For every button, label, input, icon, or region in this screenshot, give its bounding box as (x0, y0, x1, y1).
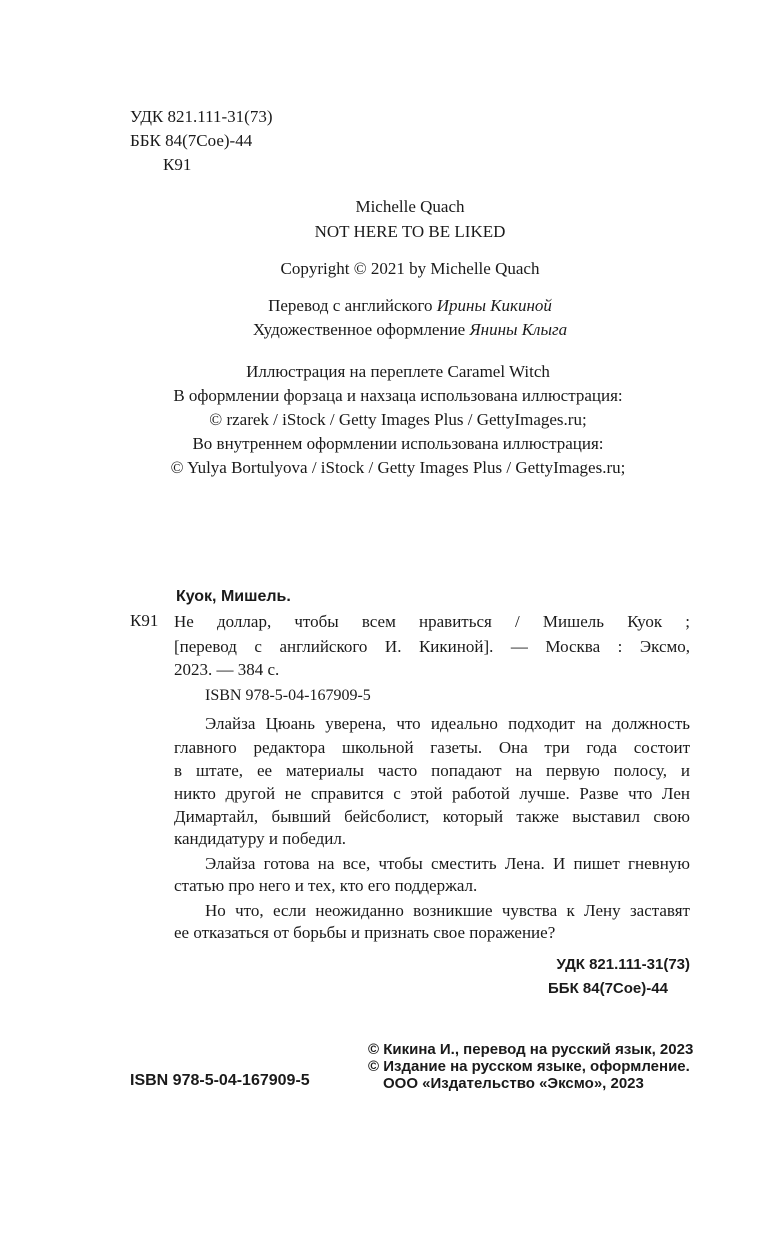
design-prefix: Художественное оформление (252, 320, 466, 339)
author-mark: К91 (163, 155, 192, 174)
footer-copyright-line: © Издание на русском языке, оформление. (368, 1058, 690, 1075)
original-copyright: Copyright © 2021 by Michelle Quach (280, 259, 540, 278)
original-title: NOT HERE TO BE LIKED (314, 222, 506, 241)
annotation-line: Но что, если неожиданно возникшие чувства к Лену заставят (205, 901, 690, 920)
udk-code: УДК 821.111-31(73) (130, 107, 273, 126)
annotation-line: Элайза готова на все, чтобы сместить Лена. И пишет гневную (205, 854, 690, 873)
design-credit (26, 320, 768, 340)
illustration-line: Иллюстрация на переплете Caramel Witch (246, 362, 550, 381)
footer-isbn: ISBN 978-5-04-167909-5 (130, 1072, 310, 1089)
catalog-bbk: ББК 84(7Сое)-44 (548, 980, 668, 997)
translator-name: Ирины Кикиной (436, 296, 552, 315)
translation-prefix: Перевод с английского (268, 296, 433, 315)
annotation-line: в штате, ее материалы часто попадают на первую полосу, и (174, 761, 690, 780)
illustration-line: Во внутреннем оформлении использована иллюстрация: (192, 434, 604, 453)
original-author: Michelle Quach (355, 197, 465, 216)
catalog-isbn: ISBN 978-5-04-167909-5 (205, 687, 371, 704)
annotation-line: главного редактора школьной газеты. Она три года состоит (174, 738, 690, 757)
annotation-line: кандидатуру и победил. (174, 829, 347, 848)
annotation-line: ее отказаться от борьбы и признать свое поражение? (174, 923, 556, 942)
illustration-line: © rzarek / iStock / Getty Images Plus / GettyImages.ru; (209, 410, 587, 429)
annotation-line: статью про него и тех, кто его поддержал. (174, 876, 478, 895)
designer-name: Янины Клыга (469, 320, 568, 339)
catalog-mark: К91 (130, 611, 159, 630)
illustration-line: © Yulya Bortulyova / iStock / Getty Images Plus / GettyImages.ru; (170, 458, 626, 477)
catalog-udk: УДК 821.111-31(73) (556, 956, 690, 973)
catalog-description-line: [перевод с английского И. Кикиной]. — Москва : Эксмо, (174, 637, 690, 656)
illustration-line: В оформлении форзаца и нахзаца использована иллюстрация: (173, 386, 623, 405)
annotation-line: Димартайл, бывший бейсболист, который также выставил свою (174, 807, 690, 826)
catalog-heading: Куок, Мишель. (176, 588, 291, 605)
footer-copyright-line: ООО «Издательство «Эксмо», 2023 (383, 1075, 644, 1092)
bbk-code: ББК 84(7Сое)-44 (130, 131, 253, 150)
annotation-line: никто другой не справится с этой работой лучше. Разве что Лен (174, 784, 690, 803)
catalog-description-line: 2023. — 384 с. (174, 660, 280, 679)
catalog-description-line: Не доллар, чтобы всем нравиться / Мишель Куок ; (174, 612, 690, 631)
translation-credit (26, 296, 768, 316)
footer-copyright-line: © Кикина И., перевод на русский язык, 2023 (368, 1041, 694, 1058)
annotation-line: Элайза Цюань уверена, что идеально подходит на должность (205, 714, 690, 733)
